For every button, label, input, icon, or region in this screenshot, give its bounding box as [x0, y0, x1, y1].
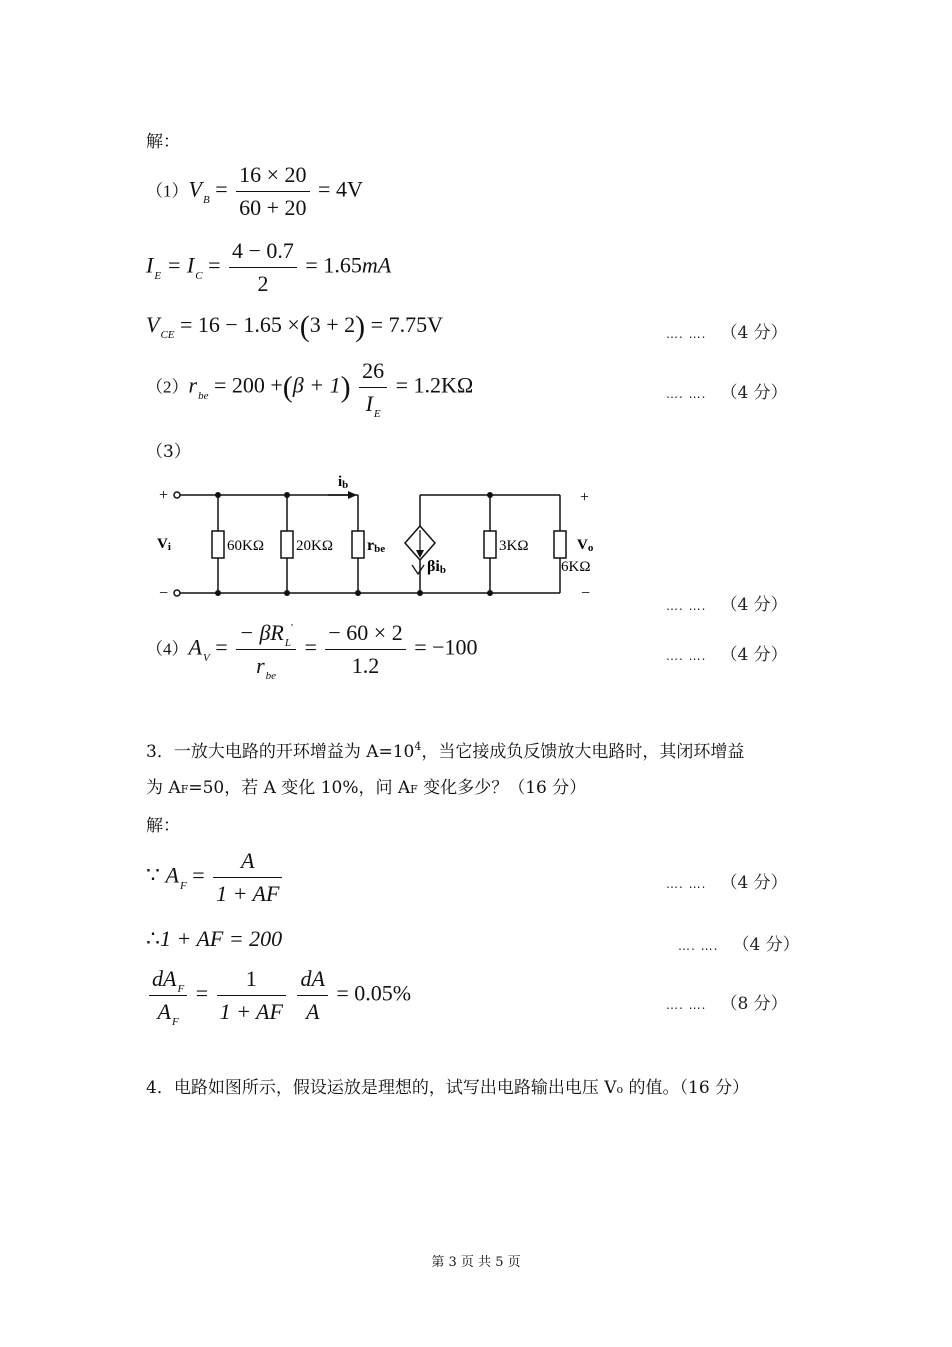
- q3-line2: 为 AF=50，若 A 变化 10%，问 AF 变化多少？（16 分）: [146, 778, 587, 798]
- eq-av: $(4)A_V$ = $\frac{- \beta R_L'}{r_{be}}$ = $\frac{- 60 \times 2}{1.2}$ = −100: [146, 620, 478, 682]
- q3-solution-heading: 解：: [146, 816, 180, 836]
- vi-label: Vi: [157, 536, 171, 553]
- r-6k-label: 6KΩ: [561, 559, 591, 575]
- left-minus-label: −: [159, 585, 169, 602]
- score-af: …. …. （4 分）: [666, 873, 788, 893]
- rbe-label: rbe: [367, 537, 386, 555]
- score-rbe: …. …. （4 分）: [666, 383, 788, 403]
- source-current-arrow: [412, 565, 424, 574]
- beta-ib-label: βib: [427, 558, 446, 576]
- left-plus-label: +: [159, 487, 169, 504]
- score-daf: …. …. （8 分）: [666, 994, 788, 1014]
- ib-label: ib: [338, 474, 349, 491]
- q3-line1: 3．一放大电路的开环增益为 $A=10^4$，当它接成负反馈放大电路时，其闭环增益: [146, 740, 745, 762]
- right-minus-label: −: [581, 585, 591, 602]
- eq-vce: $V_{CE} = 16 - 1.65 \times(3 + 2) = 7.75V$: [146, 310, 443, 343]
- eq-vb: $(1)V_B$ = $\frac{16 \times 20}{60 + 20}$ = 4V: [146, 162, 363, 220]
- label-part3: （3）: [146, 442, 191, 462]
- small-signal-circuit: [150, 470, 610, 605]
- eq-ie: $I_E = I_C$ = $\frac{4 - 0.7}{2}$ = 1.65mA: [146, 238, 392, 296]
- eq-rbe: $(2)r_{be} = 200 +(\beta + 1)$ $\frac{26}{I_E}$ = 1.2KΩ: [146, 358, 474, 420]
- r-3k-label: 3KΩ: [499, 538, 529, 554]
- score-1-plus-af: …. …. （4 分）: [678, 935, 800, 955]
- eq-af: ∵ $A_F$ = $\frac{A}{1 + AF}$: [146, 848, 285, 907]
- score-vce: …. …. （4 分）: [666, 323, 788, 343]
- score-av: …. …. （4 分）: [666, 645, 788, 665]
- r-20k-label: 20KΩ: [296, 538, 333, 554]
- page-footer: 第 3 页 共 5 页: [431, 1255, 521, 1270]
- eq-daf: $\frac{dA_F}{A_F}$ = $\frac{1}{1 + AF}$ $\frac{dA}{A}$ = 0.05%: [146, 966, 411, 1025]
- solution-heading: 解：: [146, 132, 180, 152]
- q4-text: 4．电路如图所示，假设运放是理想的，试写出电路输出电压 Vo 的值。（16 分）: [146, 1078, 750, 1098]
- r-60k-label: 60KΩ: [227, 538, 264, 554]
- right-plus-label: +: [580, 489, 590, 506]
- eq-1-plus-af: ∴1 + AF = 200: [146, 926, 283, 951]
- vo-label: Vo: [577, 537, 594, 554]
- score-circuit: …. …. （4 分）: [666, 595, 788, 615]
- ib-arrowhead: [348, 491, 357, 499]
